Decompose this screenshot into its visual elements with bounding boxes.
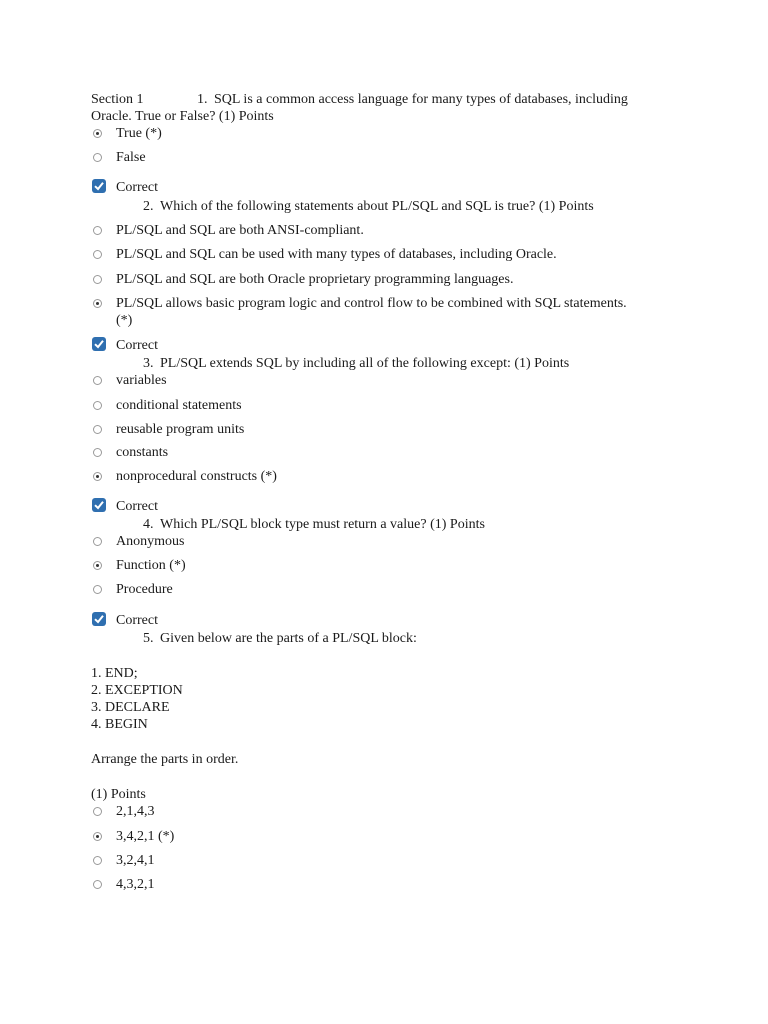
question-4-text: Which PL/SQL block type must return a value? (1) Points	[160, 517, 485, 532]
q1-option-2-radio[interactable]	[93, 153, 102, 162]
q3-option-4-label: constants	[116, 445, 169, 460]
q2-option-1-radio[interactable]	[93, 226, 102, 235]
q3-option-2-radio[interactable]	[93, 401, 102, 410]
q4-correct-check-icon	[92, 612, 106, 626]
q1-option-2-label: False	[116, 150, 146, 165]
question-3-text: PL/SQL extends SQL by including all of the following except: (1) Points	[160, 356, 570, 371]
q4-option-1-label: Anonymous	[116, 534, 185, 549]
question-1-text-cont: Oracle. True or False? (1) Points	[91, 109, 274, 124]
q2-option-4-radio[interactable]	[93, 299, 102, 308]
q4-option-2-radio[interactable]	[93, 561, 102, 570]
q3-option-3-radio[interactable]	[93, 425, 102, 434]
q5-option-4-radio[interactable]	[93, 880, 102, 889]
q3-result: Correct	[116, 499, 158, 514]
q4-option-2-label: Function (*)	[116, 558, 186, 573]
q2-option-2-radio[interactable]	[93, 250, 102, 259]
q4-option-3-radio[interactable]	[93, 585, 102, 594]
q4-result: Correct	[116, 613, 158, 628]
question-5-text: Given below are the parts of a PL/SQL block:	[160, 631, 417, 646]
q3-option-2-label: conditional statements	[116, 398, 242, 413]
q3-option-4-radio[interactable]	[93, 448, 102, 457]
q5-option-1-radio[interactable]	[93, 807, 102, 816]
q5-option-2-radio[interactable]	[93, 832, 102, 841]
q1-option-1-radio[interactable]	[93, 129, 102, 138]
question-5-number: 5.	[143, 631, 154, 646]
q5-option-1-label: 2,1,4,3	[116, 804, 155, 819]
q3-option-3-label: reusable program units	[116, 422, 245, 437]
q3-correct-check-icon	[92, 498, 106, 512]
q2-option-3-label: PL/SQL and SQL are both Oracle proprietary programming languages.	[116, 272, 514, 287]
q4-option-1-radio[interactable]	[93, 537, 102, 546]
q5-option-4-label: 4,3,2,1	[116, 877, 155, 892]
question-3-number: 3.	[143, 356, 154, 371]
q5-points: (1) Points	[91, 787, 146, 802]
q1-result: Correct	[116, 180, 158, 195]
q5-option-3-label: 3,2,4,1	[116, 853, 155, 868]
q5-part-2: 2. EXCEPTION	[91, 683, 183, 698]
q5-part-3: 3. DECLARE	[91, 700, 170, 715]
question-1-text: SQL is a common access language for many types of databases, including	[214, 92, 628, 107]
q5-option-2-label: 3,4,2,1 (*)	[116, 829, 175, 844]
q1-option-1-label: True (*)	[116, 126, 162, 141]
q3-option-5-radio[interactable]	[93, 472, 102, 481]
q5-part-4: 4. BEGIN	[91, 717, 148, 732]
q1-correct-check-icon	[92, 179, 106, 193]
question-2-text: Which of the following statements about PL/SQL and SQL is true? (1) Points	[160, 199, 594, 214]
q2-option-4-label-cont: (*)	[116, 313, 133, 328]
q2-option-4-label: PL/SQL allows basic program logic and control flow to be combined with SQL statements.	[116, 296, 627, 311]
q5-instruction: Arrange the parts in order.	[91, 752, 239, 767]
section-label: Section 1	[91, 92, 144, 107]
q5-part-1: 1. END;	[91, 666, 138, 681]
question-2-number: 2.	[143, 199, 154, 214]
q4-option-3-label: Procedure	[116, 582, 173, 597]
q2-option-2-label: PL/SQL and SQL can be used with many types of databases, including Oracle.	[116, 247, 557, 262]
q3-option-5-label: nonprocedural constructs (*)	[116, 469, 277, 484]
q5-option-3-radio[interactable]	[93, 856, 102, 865]
q2-option-3-radio[interactable]	[93, 275, 102, 284]
q2-correct-check-icon	[92, 337, 106, 351]
q3-option-1-radio[interactable]	[93, 376, 102, 385]
q3-option-1-label: variables	[116, 373, 167, 388]
question-1-number: 1.	[197, 92, 208, 107]
q2-option-1-label: PL/SQL and SQL are both ANSI-compliant.	[116, 223, 364, 238]
q2-result: Correct	[116, 338, 158, 353]
question-4-number: 4.	[143, 517, 154, 532]
